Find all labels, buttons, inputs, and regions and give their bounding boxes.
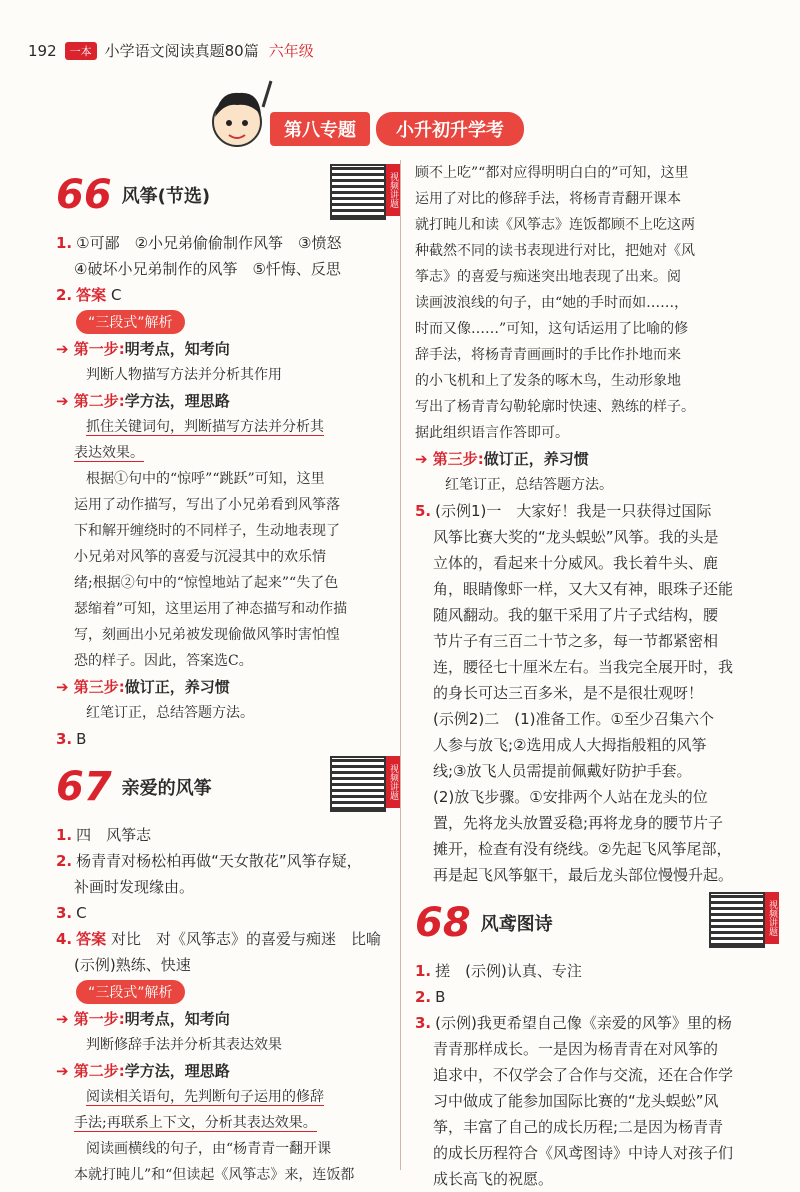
section-number: 66 [56, 172, 112, 218]
answer-1: 1. ①可鄙 ②小兄弟偷偷制作风筝 ③愤怒 [56, 234, 342, 252]
series-logo: 一本 [65, 42, 97, 60]
paragraph-line: 瑟缩着”可知，这里运用了神态描写和动作描 [74, 601, 348, 617]
right-column [415, 160, 775, 1192]
step-2: ➔ 第二步:学方法，理思路 [56, 392, 230, 410]
answer-3-line: 追求中，不仅学会了合作与交流，还在合作学 [433, 1066, 734, 1084]
answer-3-line: 习中做成了能参加国际比赛的“龙头蜈蚣”风 [433, 1092, 719, 1110]
answer-5-line: 立体的，看起来十分威风。我长着牛头、鹿 [433, 554, 719, 572]
answer-3: 3. C [56, 904, 87, 922]
answer-3: 3. (示例)我更希望自己像《亲爱的风筝》里的杨 [415, 1014, 732, 1032]
step-1: ➔ 第一步:明考点，知考向 [56, 1010, 230, 1028]
qr-code-icon[interactable] [330, 164, 386, 220]
paragraph-line: 写出了杨青青勾勒轮廓时快速、熟练的样子。 [415, 399, 695, 415]
answer-1-cont: ④破坏小兄弟制作的风筝 ⑤忏悔、反思 [74, 260, 341, 278]
answer-1: 1. 搓 (示例)认真、专注 [415, 962, 582, 980]
section-title: 风筝(节选) [121, 186, 211, 207]
step-1-body: 判断人物描写方法并分析其作用 [86, 367, 282, 383]
section-67-header [56, 752, 396, 822]
paragraph-line: 时而又像……”可知，这句话运用了比喻的修 [415, 321, 689, 337]
paragraph-line: 顾不上吃”“都对应得明明白白的”可知，这里 [415, 165, 689, 181]
answer-5-line: 的身长可达三百多米，是不是很壮观呀！ [433, 684, 704, 702]
paragraph-line: 据此组织语言作答即可。 [415, 425, 569, 441]
paragraph-line: 根据①句中的“惊呼”“跳跃”可知，这里 [86, 471, 325, 487]
answer-4-cont: (示例)熟练、快速 [74, 956, 191, 974]
step-3: ➔ 第三步:做订正，养习惯 [415, 450, 589, 468]
section-68-header [415, 888, 775, 958]
video-tag: 视频讲题 [765, 892, 779, 944]
answer-5-line: 连，腰径七十厘米左右。当我完全展开时，我 [433, 658, 734, 676]
section-title: 亲爱的风筝 [121, 778, 212, 799]
book-title: 小学语文阅读真题80篇 [104, 42, 259, 60]
video-tag: 视频讲题 [386, 164, 400, 216]
section-title: 风鸢图诗 [480, 914, 553, 935]
answer-5-line: (示例2)二 (1)准备工作。①至少召集六个 [433, 710, 714, 728]
paragraph-line: 的小飞机和上了发条的啄木鸟，生动形象地 [415, 373, 681, 389]
answer-5-line: 节片子有三百二十节之多，每一节都紧密相 [433, 632, 719, 650]
step-3: ➔ 第三步:做订正，养习惯 [56, 678, 230, 696]
section-number: 67 [56, 764, 112, 810]
paragraph-line: 种截然不同的读书表现进行对比，把她对《风 [415, 243, 695, 259]
step-2-body: 手法;再联系上下文，分析其表达效果。 [74, 1115, 317, 1131]
step-3-body: 红笔订正，总结答题方法。 [86, 705, 254, 721]
answer-5-line: 随风翻动。我的躯干采用了片子式结构，腰 [433, 606, 719, 624]
answer-2: 2. 答案 C [56, 286, 122, 304]
analysis-tag: “三段式”解析 [76, 310, 185, 334]
topic-number: 第八专题 [270, 112, 370, 146]
answer-5-line: 风筝比赛大奖的“龙头蜈蚣”风筝。我的头是 [433, 528, 719, 546]
answer-5-line: 再是起飞风筝躯干，最后龙头部位慢慢升起。 [433, 866, 734, 884]
qr-code-icon[interactable] [709, 892, 765, 948]
step-1: ➔ 第一步:明考点，知考向 [56, 340, 230, 358]
step-2-body: 阅读相关语句，先判断句子运用的修辞 [86, 1089, 324, 1105]
answer-2: 2. B [415, 988, 446, 1006]
grade-label: 六年级 [268, 42, 314, 60]
answer-4: 4. 答案 对比 对《风筝志》的喜爱与痴迷 比喻 [56, 930, 381, 948]
cartoon-boy-icon [205, 77, 275, 157]
step-2-body: 抓住关键词句，判断描写方法并分析其 [86, 419, 324, 435]
step-2-body: 表达效果。 [74, 445, 144, 461]
paragraph-line: 恐的样子。因此，答案选C。 [74, 653, 253, 669]
answer-3: 3. B [56, 730, 87, 748]
topic-banner [210, 112, 524, 146]
step-2: ➔ 第二步:学方法，理思路 [56, 1062, 230, 1080]
paragraph-line: 筝志》的喜爱与痴迷突出地表现了出来。阅 [415, 269, 681, 285]
answer-3-line: 成长高飞的祝愿。 [433, 1170, 554, 1188]
answer-5-line: 角，眼睛像虾一样，又大又有神，眼珠子还能 [433, 580, 734, 598]
paragraph-line: 读画波浪线的句子，由“她的手时而如……， [415, 295, 689, 311]
answer-2: 2. 杨青青对杨松柏再做“天女散花”风筝存疑， [56, 852, 362, 870]
answer-5-line: 置，先将龙头放置妥稳;再将龙身的腰节片子 [433, 814, 724, 832]
topic-title: 小升初升学考 [376, 112, 524, 146]
paragraph-line: 辞手法，将杨青青画画时的手比作扑地而来 [415, 347, 681, 363]
answer-1: 1. 四 风筝志 [56, 826, 152, 844]
answer-3-line: 筝，丰富了自己的成长历程;二是因为杨青青 [433, 1118, 724, 1136]
page-header [28, 40, 314, 61]
answer-3-line: 的成长历程符合《风鸢图诗》中诗人对孩子们 [433, 1144, 734, 1162]
answer-2-cont: 补画时发现缘由。 [74, 878, 195, 896]
paragraph-line: 运用了对比的修辞手法，将杨青青翻开课本 [415, 191, 681, 207]
video-tag: 视频讲题 [386, 756, 400, 808]
answer-5-line: 摊开，检查有没有绕线。②先起飞风筝尾部， [433, 840, 732, 858]
answer-5: 5. (示例1)一 大家好！我是一只获得过国际 [415, 502, 712, 520]
paragraph-line: 写，刻画出小兄弟被发现偷做风筝时害怕惶 [74, 627, 340, 643]
answer-5-line: 人参与放飞;②选用成人大拇指般粗的风筝 [433, 736, 707, 754]
paragraph-line: 运用了动作描写，写出了小兄弟看到风筝落 [74, 497, 340, 513]
answer-5-line: 线;③放飞人员需提前佩戴好防护手套。 [433, 762, 692, 780]
column-divider [400, 160, 401, 1170]
paragraph-line: 就打盹儿和读《风筝志》连饭都顾不上吃这两 [415, 217, 695, 233]
paragraph-line: 绪;根据②句中的“惊惶地站了起来”“失了色 [74, 575, 339, 591]
answer-5-line: (2)放飞步骤。①安排两个人站在龙头的位 [433, 788, 708, 806]
section-66-header [56, 160, 396, 230]
page-number: 192 [28, 41, 57, 60]
answer-3-line: 青青那样成长。一是因为杨青青在对风筝的 [433, 1040, 719, 1058]
step-3-body: 红笔订正，总结答题方法。 [445, 477, 613, 493]
analysis-tag: “三段式”解析 [76, 980, 185, 1004]
paragraph-line: 下和解开缠绕时的不同样子，生动地表现了 [74, 523, 340, 539]
step-1-body: 判断修辞手法并分析其表达效果 [86, 1037, 282, 1053]
left-column [56, 160, 396, 1188]
paragraph-line: 小兄弟对风筝的喜爱与沉浸其中的欢乐情 [74, 549, 326, 565]
section-number: 68 [415, 900, 471, 946]
qr-code-icon[interactable] [330, 756, 386, 812]
paragraph-line: 本就打盹儿”和“但读起《风筝志》来，连饭都 [74, 1167, 355, 1183]
paragraph-line: 阅读画横线的句子，由“杨青青一翻开课 [86, 1141, 332, 1157]
